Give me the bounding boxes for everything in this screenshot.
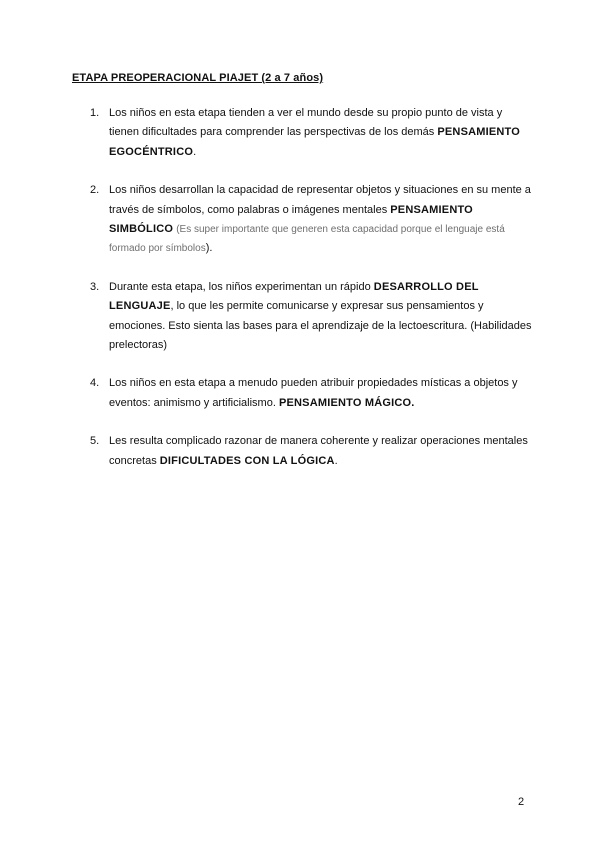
item-number: 2.: [90, 184, 100, 197]
item-paren-open: (: [176, 224, 180, 236]
item-end: .: [193, 145, 197, 158]
list-item-1: [72, 104, 532, 162]
item-end: .: [334, 454, 338, 467]
item-text: Los niños en esta etapa tienden a ver el mundo desde su propio punto de vista y tienen dificultades para comprender las perspectivas de los demás: [109, 107, 503, 139]
item-number: 5.: [90, 435, 100, 448]
item-paren-close: ).: [205, 242, 213, 255]
item-text-continued: , lo que les permite comunicarse y expresar sus pensamientos y emociones. Esto sienta las bases para el aprendizaje de la lectoescritura. (Habilidades prelectoras): [109, 300, 532, 352]
item-text: Los niños desarrollan la capacidad de representar objetos y situaciones en su mente a través de símbolos, como palabras o imágenes mentales: [109, 184, 531, 216]
item-text: Durante esta etapa, los niños experimentan un rápido: [109, 280, 371, 293]
item-text: Les resulta complicado razonar de manera coherente y realizar operaciones mentales concretas: [109, 435, 528, 467]
item-note: Es super importante que generen esta capacidad porque el lenguaje está formado por símbolos: [109, 224, 505, 255]
page-number: 2: [518, 796, 525, 808]
item-text: Los niños en esta etapa a menudo pueden atribuir propiedades místicas a objetos y eventos: animismo y artificialismo.: [109, 377, 518, 409]
item-concept-bold: DIFICULTADES CON LA LÓGICA: [159, 454, 335, 467]
list-item-5: [72, 432, 532, 471]
item-concept-bold: PENSAMIENTO EGOCÉNTRICO: [109, 126, 521, 158]
list-item-2: [72, 181, 532, 259]
item-concept-bold: DESARROLLO DEL LENGUAJE: [109, 280, 479, 313]
item-number: 4.: [90, 377, 100, 390]
item-number: 3.: [90, 280, 100, 293]
item-list: [72, 104, 532, 471]
item-concept-bold: PENSAMIENTO MÁGICO.: [278, 396, 415, 409]
page-heading: ETAPA PREOPERACIONAL PIAJET (2 a 7 años): [72, 72, 324, 84]
item-number: 1.: [90, 107, 100, 119]
list-item-4: [72, 374, 532, 413]
list-item-3: [72, 278, 532, 356]
item-concept-bold: PENSAMIENTO SIMBÓLICO: [109, 203, 473, 236]
